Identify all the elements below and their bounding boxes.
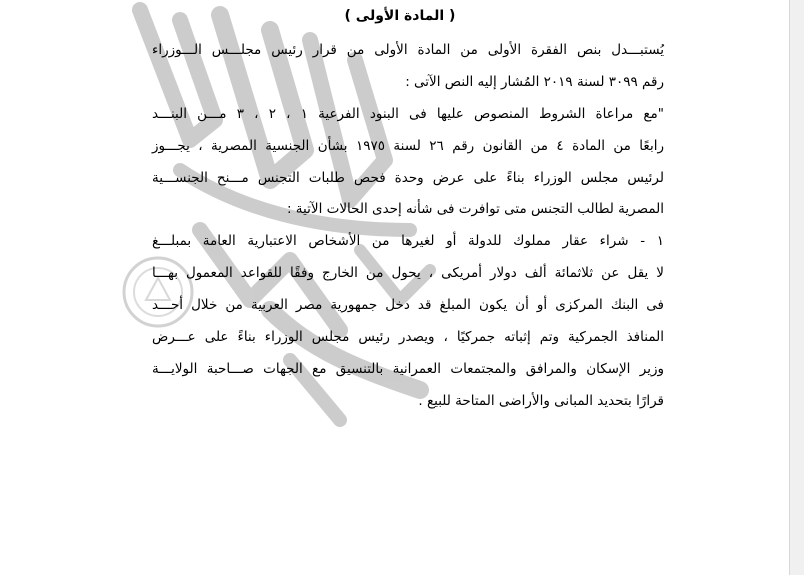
- text-line: لرئيس مجلس الوزراء بناءً على عرض وحدة فحص طلبات التجنس مـــنح الجنســـية: [152, 169, 664, 186]
- quoted-paragraph: [152, 99, 664, 227]
- intro-paragraph: [152, 35, 664, 99]
- text-line: لا يقل عن ثلاثمائة ألف دولار أمريكى ، يحول من الخارج وفقًا للقواعد المعمول بهـــا: [152, 265, 664, 282]
- article-body: [152, 35, 664, 418]
- text-line: فى البنك المركزى أو أن يكون المبلغ قد دخل جمهورية مصر العربية من خلال أحـــد: [152, 297, 664, 314]
- article-title: ( المادة الأولى ): [344, 8, 456, 24]
- text-line: رقم ٣٠٩٩ لسنة ٢٠١٩ المُشار إليه النص الآتى :: [405, 73, 664, 90]
- text-line: رابعًا من المادة ٤ من القانون رقم ٢٦ لسنة ١٩٧٥ بشأن الجنسية المصرية ، يجـــوز: [152, 137, 664, 154]
- text-line: المصرية لطالب التجنس متى توافرت فى شأنه إحدى الحالات الآتية :: [286, 201, 664, 218]
- text-line: يُستبـــدل بنص الفقرة الأولى من المادة الأولى من قرار رئيس مجلـــس الـــوزراء: [152, 42, 664, 58]
- text-line: وزير الإسكان والمرافق والمجتمعات العمرانية بالتنسيق مع الجهات صـــاحبة الولايـــة: [152, 360, 664, 377]
- text-line: "مع مراعاة الشروط المنصوص عليها فى البنود الفرعية ١ ، ٢ ، ٣ مـــن البنـــد: [152, 105, 664, 122]
- item-1-paragraph: [152, 226, 664, 417]
- text-line: قرارًا بتحديد المبانى والأراضى المتاحة للبيع .: [418, 392, 664, 409]
- vertical-scrollbar[interactable]: [789, 0, 804, 575]
- text-line: المنافذ الجمركية وتم إثباته جمركيًا ، ويصدر رئيس مجلس الوزراء بناءً على عـــرض: [152, 329, 664, 346]
- text-line: ١ - شراء عقار مملوك للدولة أو لغيرها من الأشخاص الاعتبارية العامة بمبلـــغ: [152, 233, 664, 250]
